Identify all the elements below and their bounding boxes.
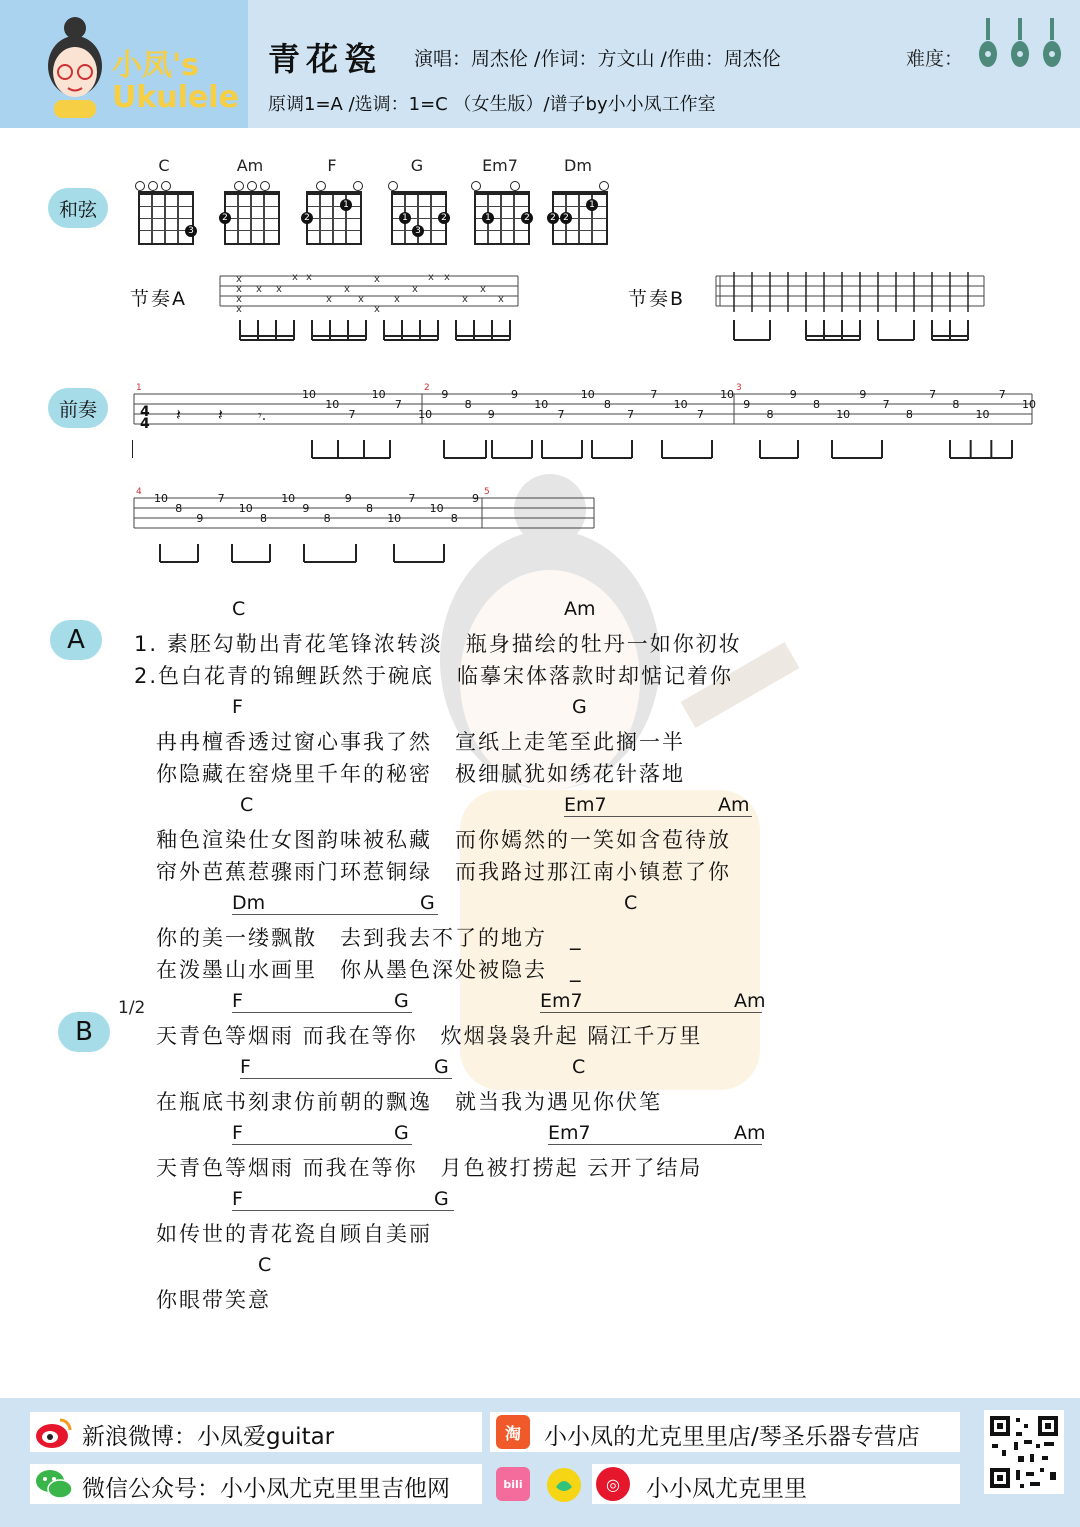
lyric-line: 你的美一缕飘散 去到我去不了的地方 _	[156, 926, 583, 950]
ukulele-icon	[1010, 18, 1030, 68]
chord-span-line	[564, 816, 752, 817]
key-info: 原调1=A /选调：1=C （女生版）/谱子by小小凤工作室	[268, 94, 716, 115]
chord-diagram-am	[220, 156, 280, 245]
tab-note: 8	[175, 502, 183, 515]
chord-label: C	[624, 892, 638, 914]
tab-note: 10	[281, 492, 296, 505]
svg-text:𝄽: 𝄽	[218, 405, 223, 424]
svg-text:x: x	[236, 294, 242, 305]
fretboard: 2 1	[306, 191, 362, 245]
chord-diagram-c	[134, 156, 194, 245]
tab-note: 7	[348, 408, 356, 421]
tab-note: 10	[418, 408, 433, 421]
svg-text:x: x	[344, 284, 350, 295]
tab-note: 10	[720, 388, 735, 401]
chord-label: C	[240, 794, 254, 816]
weibo-box[interactable]	[30, 1412, 482, 1452]
lyric-line: 在瓶底书刻隶仿前朝的飘逸 就当我为遇见你伏笔	[156, 1090, 662, 1114]
svg-text:x: x	[412, 284, 418, 295]
tab-note: 7	[696, 408, 704, 421]
tab-note: 10	[673, 398, 688, 411]
chord-label: F	[240, 1056, 251, 1078]
tab-note: 8	[766, 408, 774, 421]
svg-text:4: 4	[140, 404, 150, 420]
song-title: 青花瓷	[268, 40, 383, 78]
tab-note: 9	[487, 408, 495, 421]
lyric-line: 如传世的青花瓷自顾自美丽	[156, 1222, 432, 1246]
section-label-text: 和弦	[58, 198, 97, 221]
section-label-b	[58, 1012, 110, 1052]
chord-label: G	[394, 1122, 409, 1144]
svg-text:x: x	[374, 304, 380, 315]
chord-label: C	[232, 598, 246, 620]
chord-label: G	[420, 892, 435, 914]
chord-diagram-dm	[548, 156, 608, 245]
tab-note: 10	[325, 398, 340, 411]
svg-text:x: x	[292, 272, 298, 283]
chord-label: Em7	[564, 794, 607, 816]
lyric-line: 釉色渲染仕女图韵味被私藏 而你嫣然的一笑如含苞待放	[156, 828, 731, 852]
fretboard: 2 2 1	[552, 191, 608, 245]
qr-code-icon[interactable]	[984, 1410, 1064, 1494]
netease-box[interactable]	[592, 1464, 960, 1504]
svg-text:𝄽: 𝄽	[176, 405, 181, 424]
chord-diagram-em7	[470, 156, 530, 245]
song-credits: 演唱：周杰伦 /作词：方文山 /作曲：周杰伦	[414, 48, 781, 70]
chord-label: F	[232, 990, 243, 1012]
tab-note: 10	[580, 388, 595, 401]
logo-text: 小凤's	[112, 48, 200, 83]
tab-note: 10	[975, 408, 990, 421]
lyric-line: 天青色等烟雨 而我在等你 炊烟袅袅升起 隔江千万里	[156, 1024, 703, 1048]
tab-note: 8	[464, 398, 472, 411]
difficulty-label: 难度：	[906, 48, 964, 70]
chord-label: C	[258, 1254, 272, 1276]
chord-label: Dm	[232, 892, 266, 914]
rhythm-a-staff	[218, 268, 520, 344]
taobao-text: 小小凤的尤克里里店/琴圣乐器专营店	[544, 1424, 920, 1450]
tab-note: 8	[905, 408, 913, 421]
chord-label: Am	[718, 794, 750, 816]
svg-text:x: x	[236, 304, 242, 315]
svg-text:x: x	[236, 284, 242, 295]
lyric-line: 帘外芭蕉惹骤雨门环惹铜绿 而我路过那江南小镇惹了你	[156, 860, 731, 884]
chord-span-line	[548, 1144, 762, 1145]
svg-text:x: x	[236, 274, 242, 285]
ukulele-icon	[1042, 18, 1062, 68]
chord-name: Am	[236, 156, 264, 175]
tab-note: 9	[344, 492, 352, 505]
tab-note: 7	[929, 388, 937, 401]
svg-text:x: x	[480, 284, 486, 295]
lyric-line: 在泼墨山水画里 你从墨色深处被隐去 _	[156, 958, 583, 982]
bilibili-icon[interactable]: bili	[496, 1467, 530, 1501]
tab-note: 10	[1022, 398, 1036, 411]
tab-note: 7	[557, 408, 565, 421]
fretboard: 1 2	[474, 191, 530, 245]
tab-note: 7	[650, 388, 658, 401]
bar-number: 2	[424, 383, 430, 393]
svg-text:x: x	[276, 284, 282, 295]
repeat-marker: 1/2	[118, 998, 146, 1018]
tab-note: 9	[743, 398, 751, 411]
tab-note: 9	[302, 502, 310, 515]
tab-note: 10	[429, 502, 444, 515]
tab-note: 9	[472, 492, 479, 505]
svg-text:𝄾.: 𝄾.	[258, 408, 267, 424]
lyric-line: 1. 素胚勾勒出青花笔锋浓转淡 瓶身描绘的牡丹一如你初妆	[134, 632, 742, 656]
section-label-text: 前奏	[58, 398, 97, 421]
lyric-line: 冉冉檀香透过窗心事我了然 宣纸上走笔至此搁一半	[156, 730, 685, 754]
section-label-text: A	[67, 625, 85, 655]
tab-note: 7	[217, 492, 225, 505]
tab-note: 8	[603, 398, 611, 411]
wechat-icon	[34, 1466, 74, 1502]
ukulele-icon	[978, 18, 998, 68]
lyric-line: 你隐藏在窑烧里千年的秘密 极细腻犹如绣花针落地	[156, 762, 685, 786]
chord-name: G	[410, 156, 424, 175]
chord-span-line	[232, 1210, 454, 1211]
section-label-chords	[48, 188, 108, 228]
tab-note: 7	[998, 388, 1006, 401]
tab-note: 10	[154, 492, 168, 505]
chord-label: F	[232, 1122, 243, 1144]
tab-note: 10	[302, 388, 316, 401]
svg-text:4: 4	[140, 416, 150, 432]
girl-avatar-icon	[40, 14, 110, 118]
chord-label: F	[232, 1188, 243, 1210]
chord-span-line	[232, 1144, 412, 1145]
svg-text:x: x	[498, 294, 504, 305]
rhythm-b-staff	[714, 268, 986, 344]
chord-label: G	[434, 1056, 449, 1078]
svg-text:x: x	[306, 272, 312, 283]
chord-label: Em7	[540, 990, 583, 1012]
tab-note: 8	[812, 398, 820, 411]
tab-note: 9	[196, 512, 204, 525]
tab-note: 8	[366, 502, 373, 515]
tab-note: 8	[450, 512, 458, 525]
rhythm-a-label: 节奏A	[130, 288, 187, 310]
fretboard: 2	[224, 191, 280, 245]
svg-text:x: x	[462, 294, 468, 305]
weibo-text: 新浪微博：小凤爱guitar	[82, 1424, 335, 1450]
tab-note: 9	[441, 388, 449, 401]
chord-label: Am	[564, 598, 596, 620]
fretboard: 1 3 2	[391, 191, 447, 245]
lyric-line: 天青色等烟雨 而我在等你 月色被打捞起 云开了结局	[156, 1156, 703, 1180]
chord-span-line	[540, 1012, 762, 1013]
tab-note: 10	[238, 502, 253, 515]
svg-text:x: x	[444, 272, 450, 283]
chord-span-line	[232, 1012, 412, 1013]
lyric-line: 2.色白花青的锦鲤跃然于碗底 临摹宋体落款时却惦记着你	[134, 664, 734, 688]
lyric-line: 你眼带笑意	[156, 1288, 271, 1312]
tab-note: 10	[836, 408, 851, 421]
wechat-text: 微信公众号：小小凤尤克里里吉他网	[82, 1476, 450, 1502]
tab-note: 8	[323, 512, 331, 525]
tab-note: 7	[627, 408, 635, 421]
bar-number: 1	[136, 383, 142, 393]
tab-note: 7	[882, 398, 890, 411]
svg-text:x: x	[358, 294, 364, 305]
chord-span-line	[240, 1078, 452, 1079]
chord-label: G	[572, 696, 587, 718]
tab-note: 7	[394, 398, 402, 411]
chord-label: F	[232, 696, 243, 718]
video-channel-text: 小小凤尤克里里	[646, 1476, 807, 1502]
logo-text: Ukulele	[112, 80, 239, 115]
chord-name: Dm	[564, 156, 592, 175]
tab-note: 10	[371, 388, 386, 401]
chord-label: Am	[734, 990, 766, 1012]
chord-span-line	[232, 914, 438, 915]
wechat-box[interactable]	[30, 1464, 482, 1504]
chord-label: G	[434, 1188, 449, 1210]
section-label-a	[50, 620, 102, 660]
qq-music-icon[interactable]	[544, 1465, 584, 1505]
chord-name: F	[327, 156, 337, 175]
chord-name: Em7	[482, 156, 518, 175]
netease-music-icon: ◎	[596, 1467, 630, 1501]
bar-number: 4	[136, 487, 142, 497]
logo	[0, 0, 248, 128]
tab-note: 8	[952, 398, 960, 411]
tab-note: 9	[859, 388, 867, 401]
tab-note: 9	[511, 388, 519, 401]
tab-note: 10	[387, 512, 402, 525]
tab-note: 10	[534, 398, 549, 411]
chord-label: C	[572, 1056, 586, 1078]
section-label-text: B	[75, 1017, 93, 1047]
chord-label: G	[394, 990, 409, 1012]
rhythm-b-label: 节奏B	[628, 288, 686, 310]
fretboard: 3	[138, 191, 194, 245]
weibo-icon	[34, 1414, 74, 1450]
difficulty-rating	[978, 18, 1062, 68]
svg-text:x: x	[326, 294, 332, 305]
section-label-intro	[48, 388, 108, 428]
bar-number: 5	[484, 487, 490, 497]
chord-diagram-g	[387, 156, 447, 245]
taobao-icon: 淘	[496, 1415, 530, 1449]
bar-number: 3	[736, 383, 742, 393]
tab-note: 9	[789, 388, 797, 401]
chord-diagram-f	[302, 156, 362, 245]
chord-name: C	[158, 156, 170, 175]
chord-label: Em7	[548, 1122, 591, 1144]
svg-text:x: x	[428, 272, 434, 283]
tab-note: 7	[408, 492, 416, 505]
intro-tab-line-1	[132, 380, 1036, 466]
svg-text:x: x	[374, 274, 380, 285]
tab-note: 8	[260, 512, 267, 525]
chord-label: Am	[734, 1122, 766, 1144]
taobao-box[interactable]	[490, 1412, 960, 1452]
svg-text:x: x	[256, 284, 262, 295]
intro-tab-line-2	[132, 484, 602, 570]
svg-text:x: x	[394, 294, 400, 305]
